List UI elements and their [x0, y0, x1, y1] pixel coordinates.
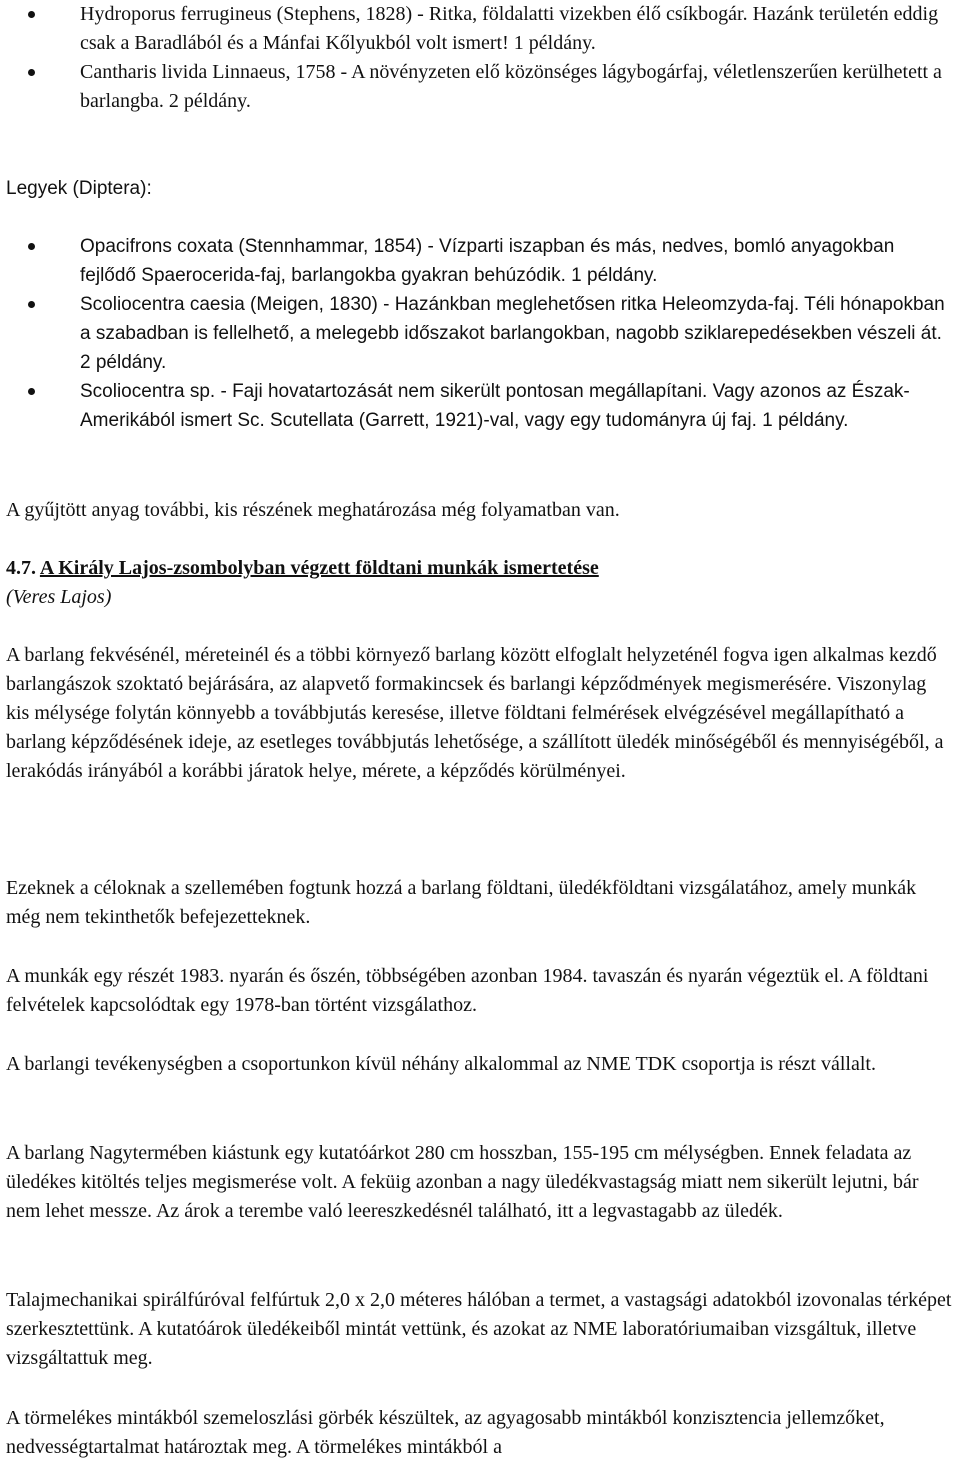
bullet-icon	[28, 243, 35, 250]
list-item-text: Scoliocentra sp. - Faji hovatartozását nem sikerült pontosan megállapítani. Vagy azonos az Észak-Amerikából ismert Sc. Scutellata (Garrett, 1921)-val, vagy egy tudományra új faj. 1 példány.	[80, 381, 910, 431]
paragraph: A barlang Nagytermében kiástunk egy kutatóárkot 280 cm hosszban, 155-195 cm mélységben. Ennek feladata az üledékes kitöltés teljes megismerése volt. A feküig azonban a nagy üledékvastagság miatt nem sikerült lejutni, bár nem lehet messze. Az árok a terembe való leereszkedésnél található, itt a legvastagabb az üledék.	[6, 1142, 919, 1222]
list-item	[0, 0, 952, 58]
section-number: 4.7.	[6, 557, 36, 579]
paragraph: A munkák egy részét 1983. nyarán és őszén, többségében azonban 1984. tavaszán és nyarán végeztük el. A földtani felvételek kapcsolódtak egy 1978-ban történt vizsgálathoz.	[6, 965, 929, 1016]
bullet-icon	[28, 388, 35, 395]
remaining-note: A gyűjtött anyag további, kis részének meghatározása még folyamatban van.	[6, 499, 620, 521]
section-title-text: A Király Lajos-zsombolyban végzett földtani munkák ismertetése	[39, 557, 599, 579]
section-title	[6, 554, 952, 583]
list-item	[0, 290, 952, 377]
paragraph: Talajmechanikai spirálfúróval felfúrtuk 2,0 x 2,0 méteres hálóban a termet, a vastagsági adatokból izovonalas térképet szerkesztettünk. A kutatóárok üledékeiből mintát vettünk, és azokat az NME laboratóriumaiban vizsgáltuk, illetve vizsgáltattuk meg.	[6, 1289, 952, 1369]
list-item	[0, 377, 952, 435]
bullet-icon	[28, 69, 35, 76]
list-item-text: Hydroporus ferrugineus (Stephens, 1828) - Ritka, földalatti vizekben élő csíkbogár. Hazánk területén eddig csak a Baradlából és a Mánfai Kőlyukból volt ismert! 1 példány.	[80, 3, 939, 54]
list-item-text: Cantharis livida Linnaeus, 1758 - A növényzeten elő közönséges lágybogárfaj, véletlenszerűen kerülhetett a barlangba. 2 példány.	[80, 61, 942, 112]
bullet-icon	[28, 301, 35, 308]
paragraph: A törmelékes mintákból szemeloszlási görbék készültek, az agyagosabb mintákból konzisztencia jellemzőket, nedvességtartalmat határoztak meg. A törmelékes mintákból a	[6, 1407, 885, 1458]
beetle-species-list	[0, 0, 952, 116]
paragraph: Ezeknek a céloknak a szellemében fogtunk hozzá a barlang földtani, üledékföldtani vizsgálatához, amely munkák még nem tekinthetők befejezetteknek.	[6, 877, 917, 928]
paragraph: A barlang fekvésénél, méreteinél és a többi környező barlang között elfoglalt helyzeténél fogva igen alkalmas kezdő barlangászok szoktató bejárására, az alapvető formakincsek és barlangi képződmények megismerésére. Viszonylag kis mélysége folytán könnyebb a továbbjutás keresése, illetve földtani felmérések elvégzésével megállapítható a barlang képződésének ideje, az esetleges továbbjutás lehetősége, a szállított üledék minőségéből és mennyiségéből, a lerakódás irányából a korábbi járatok helye, mérete, a képződés körülményei.	[6, 644, 944, 782]
list-item-text: Scoliocentra caesia (Meigen, 1830) - Hazánkban meglehetősen ritka Heleomzyda-faj. Téli hónapokban a szabadban is fellelhető, a melegebb időszakot barlangokban, nagobb sziklarepedésekben vészeli át. 2 példány.	[80, 294, 945, 373]
diptera-heading: Legyek (Diptera):	[6, 178, 152, 199]
list-item	[0, 58, 952, 116]
section-author: (Veres Lajos)	[6, 586, 112, 608]
bullet-icon	[28, 11, 35, 18]
list-item-text: Opacifrons coxata (Stennhammar, 1854) - Vízparti iszapban és más, nedves, bomló anyagokban fejlődő Spaerocerida-faj, barlangokba gyakran behúzódik. 1 példány.	[80, 236, 895, 286]
diptera-species-list	[0, 232, 952, 435]
list-item	[0, 232, 952, 290]
paragraph: A barlangi tevékenységben a csoportunkon kívül néhány alkalommal az NME TDK csoportja is részt vállalt.	[6, 1053, 876, 1075]
